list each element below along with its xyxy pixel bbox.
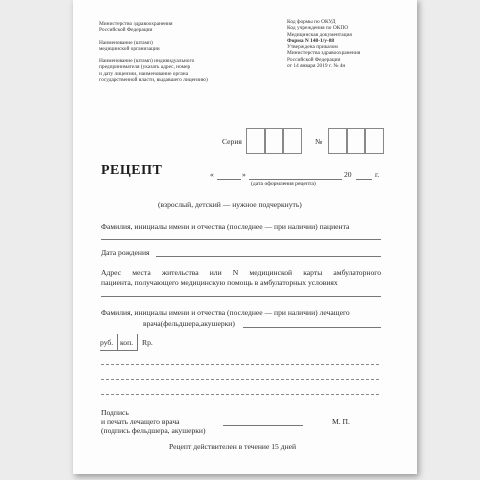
validity-note: Рецепт действителен в течение 15 дней xyxy=(169,442,297,451)
date-close-quote: » xyxy=(242,170,246,179)
ip-line-3: и дату лицензии, наименование органа xyxy=(99,70,189,77)
rx-line[interactable] xyxy=(101,364,379,365)
rx-line[interactable] xyxy=(101,394,379,395)
org-line-2: медицинской организации xyxy=(99,45,160,52)
address-label-2: пациента, получающего медицинскую помощь в амбулаторных условиях xyxy=(101,278,338,287)
date-open-quote: « xyxy=(210,170,214,179)
form-title: РЕЦЕПТ xyxy=(101,163,163,178)
mp-label: М. П. xyxy=(332,417,350,426)
ip-line-2: предпринимателя (указать адрес, номер xyxy=(99,64,191,71)
patient-name-label: Фамилия, инициалы имени и отчества (последнее — при наличии) пациента xyxy=(101,222,350,231)
date-year-suffix: г. xyxy=(375,170,380,179)
birth-date-label: Дата рождения xyxy=(101,248,150,257)
number-box-1[interactable] xyxy=(328,128,348,154)
rx-price-underline xyxy=(100,350,138,351)
date-caption: (дата оформления рецепта) xyxy=(251,181,316,187)
header-right xyxy=(287,19,412,69)
doctor-label-2: врача(фельдшера,акушерки) xyxy=(143,319,235,328)
date-year-prefix: 20 xyxy=(344,170,352,179)
signature-line-2: и печать лечащего врача xyxy=(101,417,180,426)
series-box-1[interactable] xyxy=(246,128,266,154)
med-doc-label: Медицинская документация xyxy=(287,31,352,38)
address-line[interactable] xyxy=(101,296,381,297)
okud-label: Код формы по ОКУД xyxy=(287,19,336,25)
approved-label: Утверждена приказом xyxy=(287,44,338,51)
patient-name-line[interactable] xyxy=(101,239,381,240)
org-line-1: Наименование (штамп) xyxy=(99,39,153,46)
address-label-1: Адрес места жительства или N медицинской карты амбулаторного xyxy=(101,268,381,277)
rp-label: Rp. xyxy=(142,338,153,347)
prescription-form xyxy=(73,0,417,474)
approved-ministry-1: Министерства здравоохранения xyxy=(287,50,361,57)
kop-label: коп. xyxy=(120,338,134,347)
signature-line-1: Подпись xyxy=(101,408,129,417)
number-label: № xyxy=(315,137,323,146)
doctor-line[interactable] xyxy=(243,327,381,328)
number-box-2[interactable] xyxy=(346,128,366,154)
rub-label: руб. xyxy=(100,338,114,347)
patient-type: (взрослый, детский — нужное подчеркнуть) xyxy=(158,200,302,209)
date-day-line[interactable] xyxy=(217,179,241,180)
series-box-2[interactable] xyxy=(264,128,284,154)
series-box-3[interactable] xyxy=(282,128,302,154)
date-year-line[interactable] xyxy=(356,179,372,180)
form-number: Форма N 148-1/у-88 xyxy=(287,37,335,44)
signature-line[interactable] xyxy=(223,425,303,426)
ip-line-4: государственной власти, выдавшего лицензию) xyxy=(99,77,208,84)
header-left xyxy=(99,21,259,83)
okpo-label: Код учреждения по ОКПО xyxy=(287,25,349,32)
rx-divider-1 xyxy=(117,334,118,350)
series-label: Серия xyxy=(222,137,242,146)
order-date: от 14 января 2019 г. № 4н xyxy=(287,63,346,70)
approved-ministry-2: Российской Федерации xyxy=(287,56,341,63)
doctor-label-1: Фамилия, инициалы имени и отчества (последнее — при наличии) лечащего xyxy=(101,308,350,317)
ministry-line-2: Российской Федерации xyxy=(99,27,153,34)
signature-line-3: (подпись фельдшера, акушерки) xyxy=(101,426,206,435)
ministry-line-1: Министерство здравоохранения xyxy=(99,21,173,27)
number-box-3[interactable] xyxy=(364,128,384,154)
birth-date-line[interactable] xyxy=(156,256,381,257)
ip-line-1: Наименование (штамп) индивидуального xyxy=(99,58,195,65)
rx-line[interactable] xyxy=(101,379,379,380)
rx-divider-2 xyxy=(137,334,138,350)
date-month-line[interactable] xyxy=(249,179,342,180)
